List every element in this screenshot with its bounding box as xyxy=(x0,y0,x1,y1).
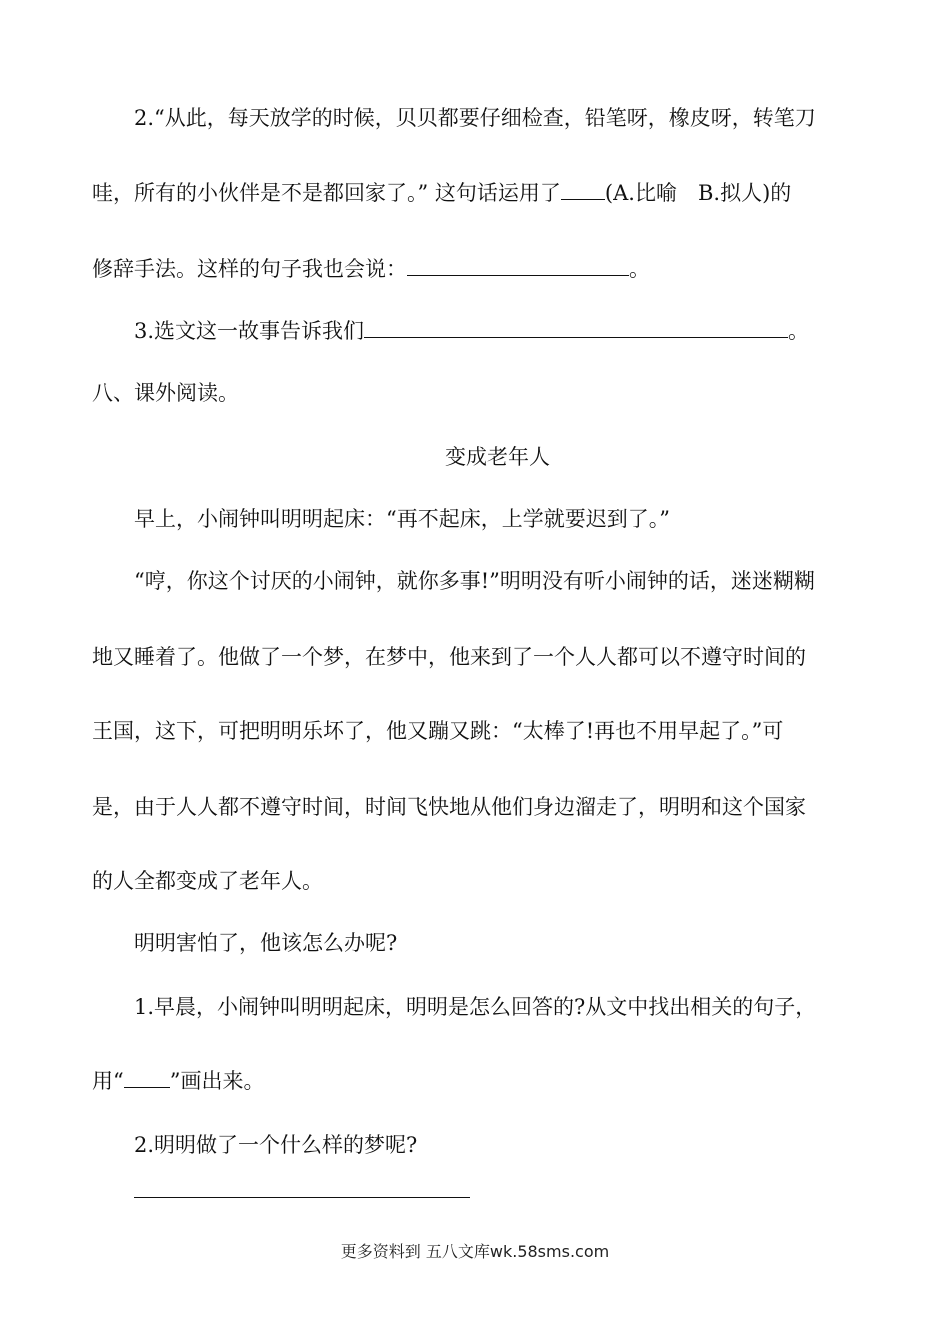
story-title: 变成老年人 xyxy=(445,445,550,469)
answer-line-dream[interactable] xyxy=(134,1197,470,1198)
question-2-line-2-text: 哇，所有的小伙伴是不是都回家了。” 这句话运用了 xyxy=(92,181,561,205)
reading-question-2: 2.明明做了一个什么样的梦呢? xyxy=(134,1133,418,1157)
answer-blank-rhetoric[interactable] xyxy=(561,179,605,200)
story-paragraph-2-line-1: “哼，你这个讨厌的小闹钟，就你多事!”明明没有听小闹钟的话，迷迷糊糊 xyxy=(134,569,815,593)
story-paragraph-2-line-5: 的人全都变成了老年人。 xyxy=(92,869,323,893)
question-2-line-3 xyxy=(92,254,650,284)
question-2-line-2 xyxy=(92,178,791,208)
story-paragraph-2-line-2: 地又睡着了。他做了一个梦，在梦中，他来到了一个人人都可以不遵守时间的 xyxy=(92,645,806,669)
answer-blank-lesson[interactable] xyxy=(364,317,788,338)
question-2-line-3-text: 修辞手法。这样的句子我也会说： xyxy=(92,257,407,281)
answer-blank-own-sentence[interactable] xyxy=(407,255,629,276)
question-2-options: (A.比喻 B.拟人)的 xyxy=(604,181,792,205)
story-paragraph-1: 早上，小闹钟叫明明起床：“再不起床，上学就要迟到了。” xyxy=(134,507,670,531)
reading-question-1-line-2-start: 用“ xyxy=(92,1069,124,1093)
section-heading: 八、课外阅读。 xyxy=(92,381,239,405)
question-2-line-1: 2.“从此，每天放学的时候，贝贝都要仔细检查，铅笔呀，橡皮呀，转笔刀 xyxy=(134,106,816,130)
question-3 xyxy=(134,316,809,346)
story-paragraph-2-line-3: 王国，这下，可把明明乐坏了，他又蹦又跳：“太棒了!再也不用早起了。”可 xyxy=(92,719,784,743)
reading-question-1-line-2 xyxy=(92,1066,265,1096)
reading-question-1-line-2-end: ”画出来。 xyxy=(169,1069,265,1093)
underline-symbol-blank xyxy=(124,1067,170,1088)
footer-watermark: 更多资料到 五八文库wk.58sms.com xyxy=(340,1242,610,1261)
question-2-line-3-end: 。 xyxy=(629,257,650,281)
question-3-end: 。 xyxy=(788,319,810,343)
story-paragraph-2-line-4: 是，由于人人都不遵守时间，时间飞快地从他们身边溜走了，明明和这个国家 xyxy=(92,795,806,819)
story-paragraph-3: 明明害怕了，他该怎么办呢? xyxy=(134,931,398,955)
reading-question-1-line-1: 1.早晨，小闹钟叫明明起床，明明是怎么回答的?从文中找出相关的句子， xyxy=(134,995,817,1019)
question-3-text: 3.选文这一故事告诉我们 xyxy=(134,319,365,343)
